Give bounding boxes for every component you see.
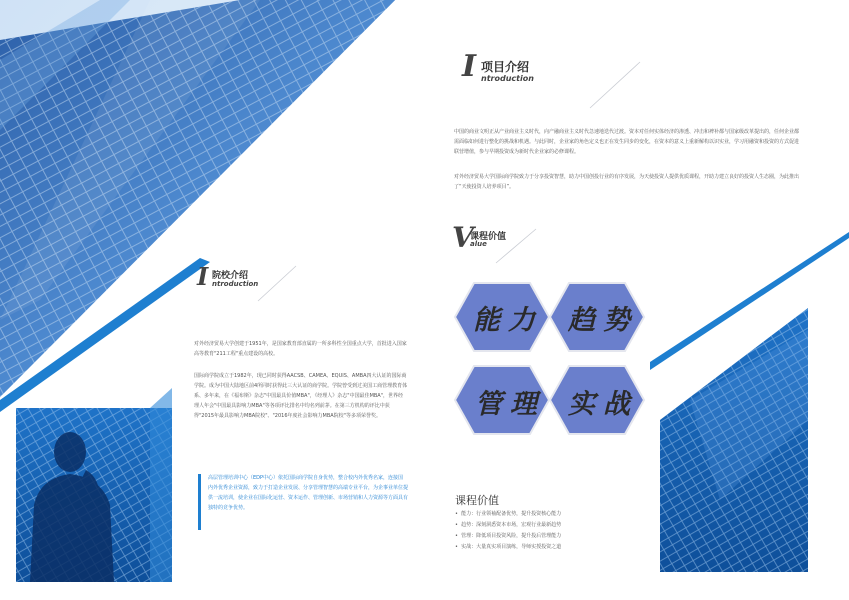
list-item: • 趋势：深刻洞悉资本市场，宏观行业最新趋势 bbox=[455, 522, 562, 528]
course-value-list bbox=[455, 509, 561, 553]
intro-heading-cn: 项目介绍 bbox=[481, 60, 530, 74]
bullet-icon: • bbox=[455, 533, 462, 539]
edp-paragraph: 高层管理培训中心（EDP中心）依托国际商学院自身优势，整合校内外优秀名家，连接国内外优秀企业资源，致力于打造企业发展、分享管理智慧的高端专业平台，为企事业单位提供一流培训，使企业在国际化运营、资本运作、管理创新、市场营销和人力资源等方面具有独特的竞争优势。 bbox=[208, 475, 409, 511]
school-heading-cn: 院校介绍 bbox=[212, 271, 249, 281]
hexagon-label-practice: 实战 bbox=[568, 389, 638, 420]
value-heading-cn: 课程价值 bbox=[470, 232, 507, 242]
list-item: • 管理：降低项目投资风险，提升投后管理能力 bbox=[455, 533, 562, 539]
bullet-icon: • bbox=[455, 522, 462, 528]
course-value-title: 课程价值 bbox=[455, 494, 499, 507]
school-paragraph-1: 对外经济贸易大学创建于1951年，是国家教育部直属的一所多科性全国重点大学，首批进入国家高等教育"211工程"重点建设的高校。 bbox=[194, 341, 407, 357]
bullet-icon: • bbox=[455, 511, 462, 517]
value-heading-en: alue bbox=[470, 240, 487, 248]
value-heading-initial: V bbox=[452, 221, 474, 254]
bullet-icon: • bbox=[455, 544, 462, 550]
list-item: • 能力：行业领袖配备优势，提升投资核心能力 bbox=[455, 511, 562, 517]
list-item: • 实战：大量真实项目演练，导师实授投资之道 bbox=[455, 544, 562, 550]
intro-heading-initial: I bbox=[462, 49, 477, 84]
school-heading-initial: I bbox=[197, 262, 209, 291]
hexagon-label-ability: 能力 bbox=[473, 305, 543, 336]
school-paragraph-2: 国际商学院成立于1982年，现已同时获得AACSB、CAMEA、EQUIS、AMBA四大认证的国际商学院。成为中国大陆地区前4所同时获得此三大认证的商学院。学院曾受到过美国工商管理教育体系、多年来，在《福布斯》杂志"中国最具价值MBA"，《经理人》杂志"中国最佳MBA"，世界经理人年会"中国最具影响力MBA"等各项评比排名中均名列前茅。在第三方机构的评比中获得"2015年最具影响力MBA院校"、"2016年度社会影响力MBA院校"等多项荣誉奖。 bbox=[194, 373, 408, 419]
intro-paragraph-1: 中国的商业文明正从产业商业主义时代，向产融商业主义时代急速地迭代过渡。资本对任何实体经济的渗透、冲击和裨补都与国家级改革提出的，任何企业都需面临如何进行整化的挑战和机遇。与此同时，企业家的角色定义也正在发生同步的变化，在资本的意义上重新解构以识实业，学习用融资和投资的方式促进联营增值，参与早期投资成为新时代企业家的必修课程。 bbox=[454, 129, 800, 155]
intro-paragraph-2: 对外经济贸易大学国际商学院致力于分享投资智慧，助力中国创投行业的有序发展，为天使投资人提供优质课程，开助力建立良好的投资人生态圈，为此推出了“天使投资人培养项目”。 bbox=[454, 174, 800, 190]
hexagon-label-management: 管理 bbox=[475, 389, 545, 420]
school-heading-en: ntroduction bbox=[212, 280, 259, 288]
hexagon-label-trend: 趋势 bbox=[568, 305, 638, 336]
intro-heading-en: ntroduction bbox=[481, 74, 534, 83]
intro-heading bbox=[462, 49, 477, 84]
